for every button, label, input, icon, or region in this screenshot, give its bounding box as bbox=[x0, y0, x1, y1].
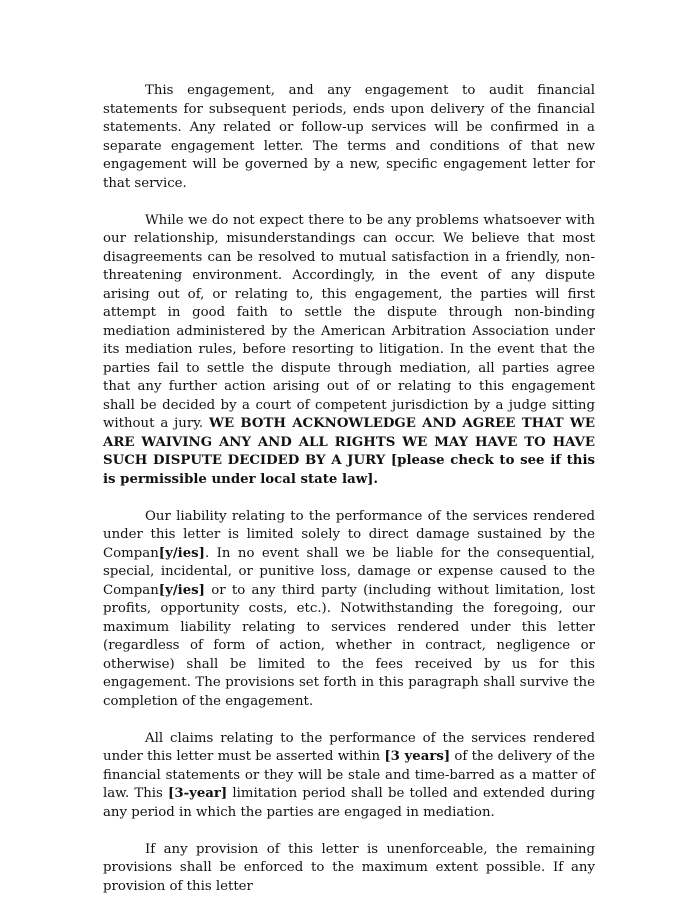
text-segment: of the delivery of the financial statements or they will be stale and time-barred as a matter of law. This bbox=[103, 749, 595, 801]
text-segment: limitation period shall be tolled and extended during any period in which the parties are engaged in mediation. bbox=[103, 786, 595, 820]
paragraph-engagement-term bbox=[103, 82, 595, 193]
paragraph-claims-limitation bbox=[103, 730, 595, 823]
placeholder-company: [y/ies] bbox=[158, 545, 205, 561]
text-segment: All claims relating to the performance of the services rendered under this letter must be asserted within bbox=[103, 730, 595, 764]
jury-waiver-text: WE BOTH ACKNOWLEDGE AND AGREE THAT WE ARE WAIVING ANY AND ALL RIGHTS WE MAY HAVE TO HAVE SUCH DISPUTE DECIDED BY A JURY [please check to see if this is permissible under local state law]. bbox=[103, 416, 595, 487]
document-page bbox=[103, 82, 595, 915]
paragraph-liability bbox=[103, 508, 595, 712]
text-segment: . In no event shall we be liable for the consequential, special, incidental, or punitive loss, damage or expense caused to the Compan bbox=[103, 545, 595, 598]
text-segment: Our liability relating to the performance of the services rendered under this letter is limited solely to direct damage sustained by the Compan bbox=[103, 508, 595, 561]
placeholder-years: [3 years] bbox=[384, 749, 451, 764]
text-segment: This engagement, and any engagement to audit financial statements for subsequent periods, ends upon delivery of the financial statements. Any related or follow-up services will be confirmed in a separate engagement letter. The terms and conditions of that new engagement will be governed by a new, specific engagement letter for that service. bbox=[103, 83, 595, 191]
text-segment: While we do not expect there to be any problems whatsoever with our relationship, misunderstandings can occur. We believe that most disagreements can be resolved to mutual satisfaction in a friendly, non-threatening environment. Accordingly, in the event of any dispute arising out of, or relating to, this engagement, the parties will first attempt in good faith to settle the dispute through non-binding mediation administered by the American Arbitration Association under its mediation rules, before resorting to litigation. In the event that the parties fail to settle the dispute through mediation, all parties agree that any further action arising out of or relating to this engagement shall be decided by a court of competent jurisdiction by a judge sitting without a jury. bbox=[103, 212, 595, 431]
paragraph-dispute-resolution bbox=[103, 212, 595, 490]
placeholder-company: [y/ies] bbox=[158, 582, 205, 598]
paragraph-severability bbox=[103, 841, 595, 897]
placeholder-year-limitation: [3-year] bbox=[168, 786, 228, 801]
text-segment: or to any third party (including without limitation, lost profits, opportunity costs, etc.). Notwithstanding the foregoing, our maximum liability relating to services rendered under this letter (regardless of form of action, whether in contract, negligence or otherwise) shall be limited to the fees received by us for this engagement. The provisions set forth in this paragraph shall survive the completion of the engagement. bbox=[103, 582, 595, 709]
text-segment: If any provision of this letter is unenforceable, the remaining provisions shall be enforced to the maximum extent possible. If any provision of this letter bbox=[103, 841, 595, 894]
